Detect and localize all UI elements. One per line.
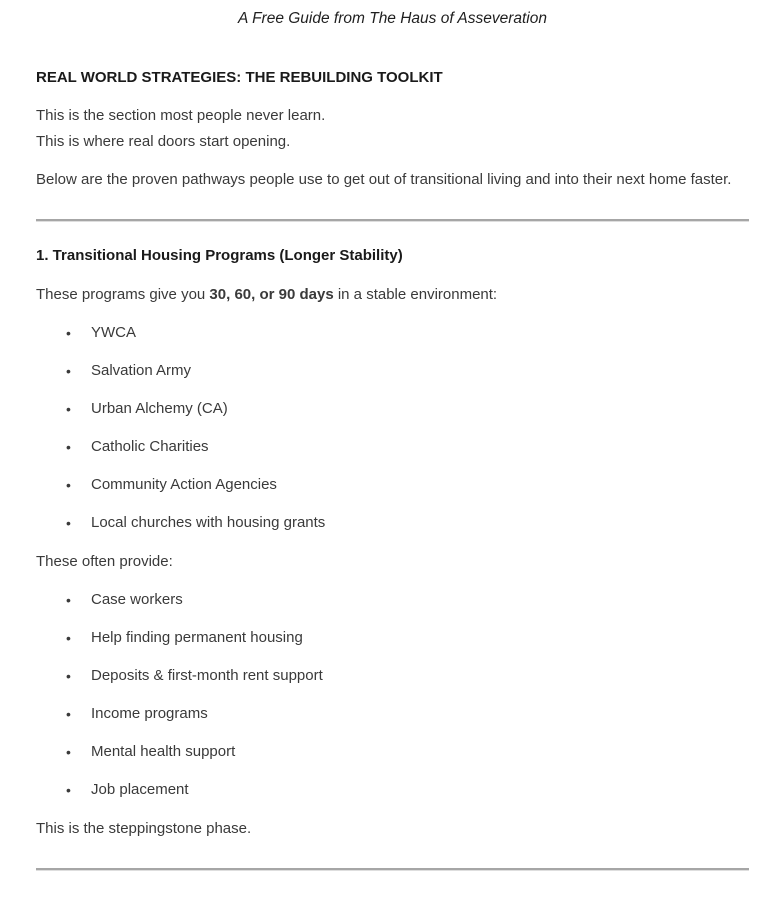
guide-title: A Free Guide from The Haus of Asseveration	[238, 10, 547, 27]
bullet-icon: •	[66, 325, 71, 341]
list-item-label: Local churches with housing grants	[91, 514, 326, 531]
bullet-icon: •	[66, 515, 71, 531]
bullet-icon: •	[66, 744, 71, 760]
intro-line-1: This is the section most people never learn.	[36, 107, 326, 124]
bullet-icon: •	[66, 439, 71, 455]
duration-prefix: These programs give you	[36, 286, 210, 303]
list-item	[36, 434, 749, 460]
list-item-label: Community Action Agencies	[91, 476, 277, 493]
duration-sentence	[36, 282, 749, 308]
list-item	[36, 663, 749, 689]
intro-paragraph: Below are the proven pathways people use to get out of transitional living and into their next home faster.	[36, 171, 732, 188]
main-heading: REAL WORLD STRATEGIES: THE REBUILDING TOOLKIT	[36, 69, 443, 86]
horizontal-rule	[36, 219, 749, 222]
provides-label: These often provide:	[36, 553, 173, 570]
list-item-label: Urban Alchemy (CA)	[91, 400, 228, 417]
bullet-icon: •	[66, 630, 71, 646]
bullet-icon: •	[66, 782, 71, 798]
list-item-label: Income programs	[91, 705, 208, 722]
list-item-label: Job placement	[91, 781, 189, 798]
list-item-label: Mental health support	[91, 743, 236, 760]
list-item-label: Help finding permanent housing	[91, 629, 303, 646]
bullet-icon: •	[66, 477, 71, 493]
list-item-label: YWCA	[91, 324, 136, 341]
list-item	[36, 472, 749, 498]
duration-suffix: in a stable environment:	[333, 286, 498, 303]
bullet-icon: •	[66, 706, 71, 722]
list-item	[36, 701, 749, 727]
list-item	[36, 358, 749, 384]
intro-line-2: This is where real doors start opening.	[36, 133, 291, 150]
list-item	[36, 510, 749, 536]
list-item-label: Case workers	[91, 591, 183, 608]
duration-bold: 30, 60, or 90 days	[209, 286, 334, 303]
horizontal-rule	[36, 868, 749, 871]
bullet-icon: •	[66, 401, 71, 417]
list-item	[36, 587, 749, 613]
strategy-heading: 1. Transitional Housing Programs (Longer Stability)	[36, 247, 403, 264]
list-item	[36, 320, 749, 346]
list-item-label: Deposits & first-month rent support	[91, 667, 323, 684]
list-item	[36, 625, 749, 651]
closing-line: This is the steppingstone phase.	[36, 820, 252, 837]
list-item	[36, 396, 749, 422]
bullet-icon: •	[66, 668, 71, 684]
list-item-label: Salvation Army	[91, 362, 192, 379]
list-item	[36, 739, 749, 765]
provides-list	[36, 587, 749, 803]
list-item	[36, 777, 749, 803]
bullet-icon: •	[66, 592, 71, 608]
list-item-label: Catholic Charities	[91, 438, 209, 455]
intro-lines	[36, 103, 749, 155]
bullet-icon: •	[66, 363, 71, 379]
programs-list	[36, 320, 749, 536]
